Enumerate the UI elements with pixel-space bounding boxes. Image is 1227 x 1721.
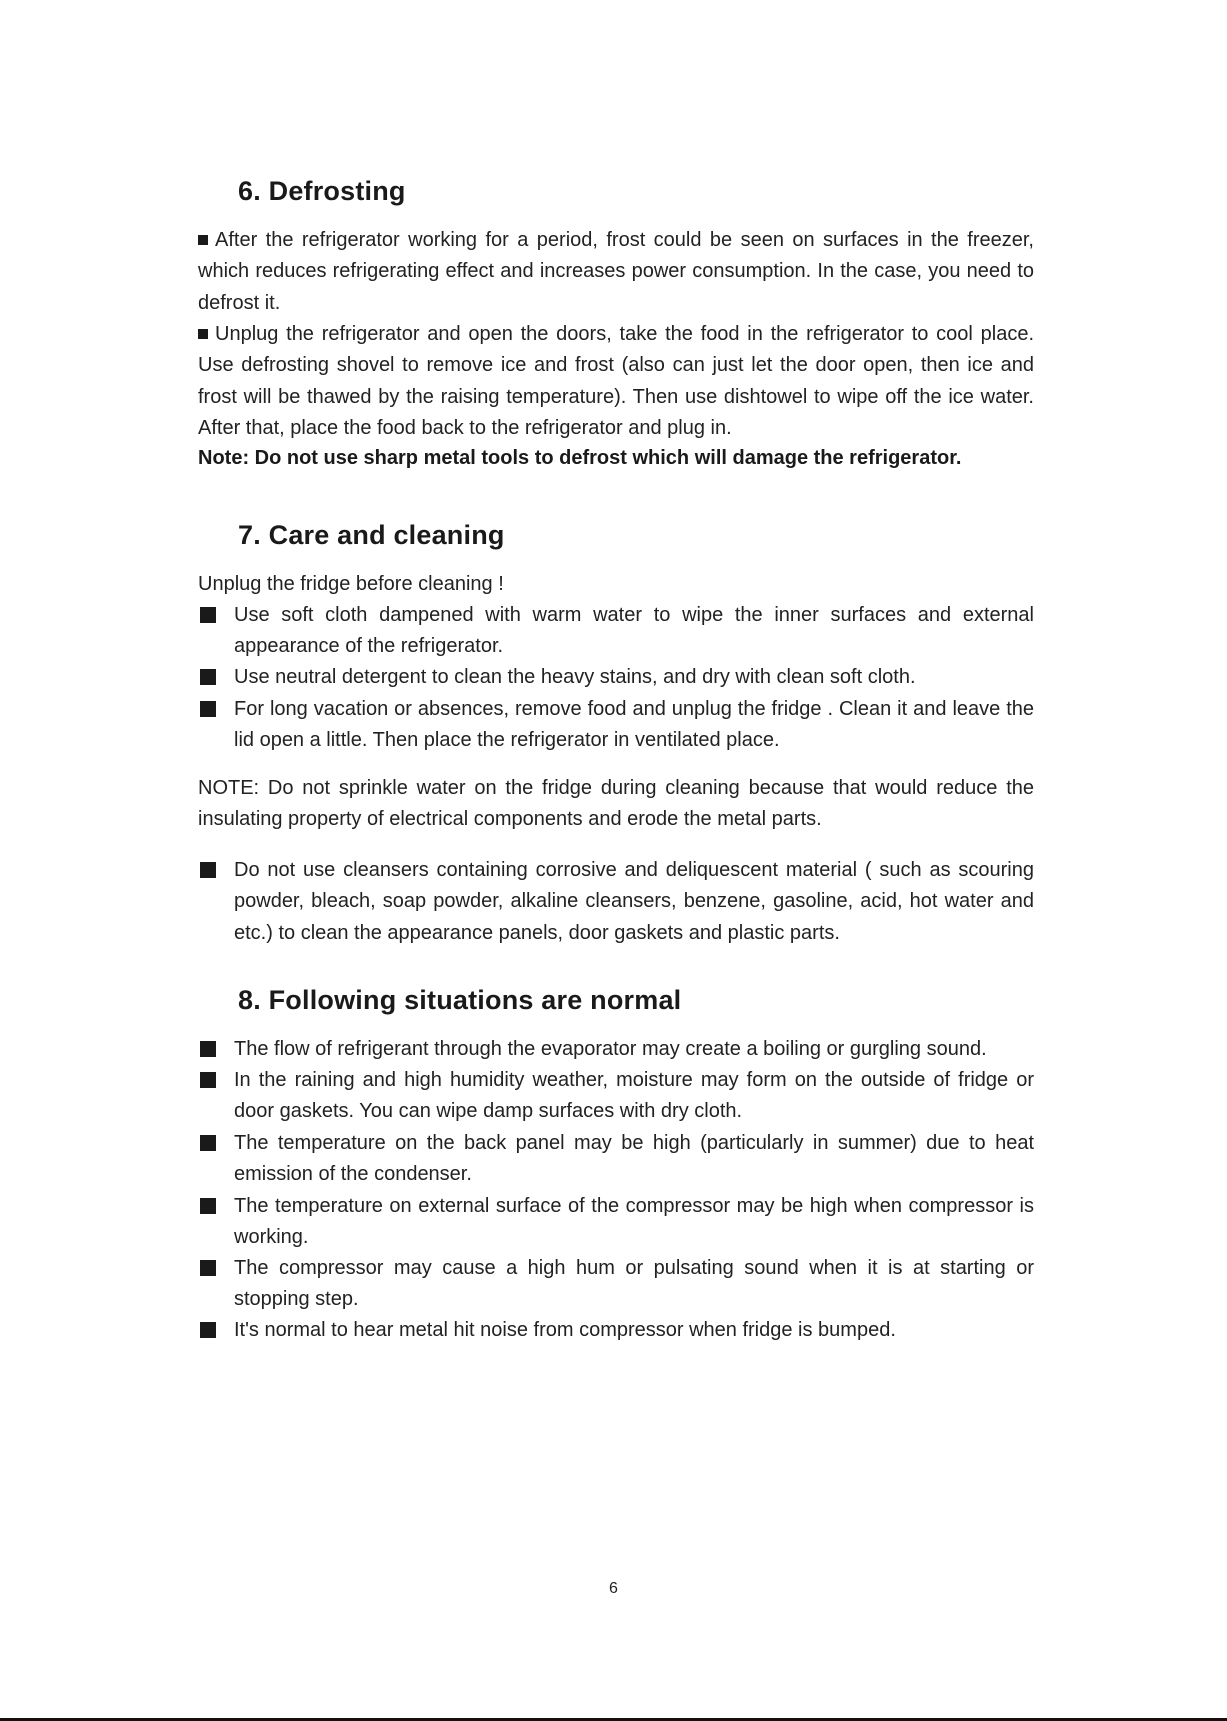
list-item-text: Use neutral detergent to clean the heavy stains, and dry with clean soft cloth.	[234, 666, 916, 688]
list-item-text: Use soft cloth dampened with warm water to wipe the inner surfaces and external appearance of the refrigerator.	[234, 604, 1034, 658]
list-item-text: In the raining and high humidity weather, moisture may form on the outside of fridge or door gaskets. You can wipe damp surfaces with dry cloth.	[234, 1069, 1034, 1123]
list-item-text: The temperature on the back panel may be high (particularly in summer) due to heat emission of the condenser.	[234, 1132, 1034, 1186]
square-bullet-icon	[200, 701, 216, 717]
square-bullet-icon	[200, 862, 216, 878]
defrost-paragraph-2	[198, 319, 1034, 444]
list-item-text: Do not use cleansers containing corrosive and deliquescent material ( such as scouring powder, bleach, soap powder, alkaline cleansers, benzene, gasoline, acid, hot water and etc.) to clean the appearance panels, door gaskets and plastic parts.	[234, 859, 1034, 944]
list-item-text: For long vacation or absences, remove food and unplug the fridge . Clean it and leave the lid open a little. Then place the refrigerator in ventilated place.	[234, 698, 1034, 752]
section-heading-normal-situations: 8. Following situations are normal	[238, 985, 682, 1015]
square-bullet-icon	[200, 1198, 216, 1214]
small-square-bullet-icon	[198, 235, 208, 245]
square-bullet-icon	[200, 669, 216, 685]
square-bullet-icon	[200, 1322, 216, 1338]
care-intro: Unplug the fridge before cleaning !	[198, 573, 504, 595]
list-item-text: It's normal to hear metal hit noise from compressor when fridge is bumped.	[234, 1319, 896, 1341]
square-bullet-icon	[200, 1041, 216, 1057]
defrost-note: Note: Do not use sharp metal tools to defrost which will damage the refrigerator.	[198, 447, 962, 469]
list-item-text: The flow of refrigerant through the evaporator may create a boiling or gurgling sound.	[234, 1038, 987, 1060]
defrost-paragraph-2-text: Unplug the refrigerator and open the doors, take the food in the refrigerator to cool place. Use defrosting shovel to remove ice and frost (also can just let the door open, then ice and frost will be thawed by the raising temperature). Then use dishtowel to wipe off the ice water. After that, place the food back to the refrigerator and plug in.	[198, 323, 1034, 439]
square-bullet-icon	[200, 1260, 216, 1276]
section-heading-defrosting: 6. Defrosting	[238, 176, 406, 206]
section-heading-care-cleaning: 7. Care and cleaning	[238, 520, 505, 550]
defrost-paragraph-1	[198, 225, 1034, 319]
page-number: 6	[609, 1580, 618, 1597]
square-bullet-icon	[200, 1135, 216, 1151]
care-note: NOTE: Do not sprinkle water on the fridge during cleaning because that would reduce the insulating property of electrical components and erode the metal parts.	[198, 777, 1034, 831]
list-item-text: The compressor may cause a high hum or pulsating sound when it is at starting or stopping step.	[234, 1257, 1034, 1311]
defrost-paragraph-1-text: After the refrigerator working for a period, frost could be seen on surfaces in the freezer, which reduces refrigerating effect and increases power consumption. In the case, you need to defrost it.	[198, 229, 1034, 314]
small-square-bullet-icon	[198, 329, 208, 339]
square-bullet-icon	[200, 1072, 216, 1088]
square-bullet-icon	[200, 607, 216, 623]
list-item-text: The temperature on external surface of the compressor may be high when compressor is working.	[234, 1195, 1034, 1249]
